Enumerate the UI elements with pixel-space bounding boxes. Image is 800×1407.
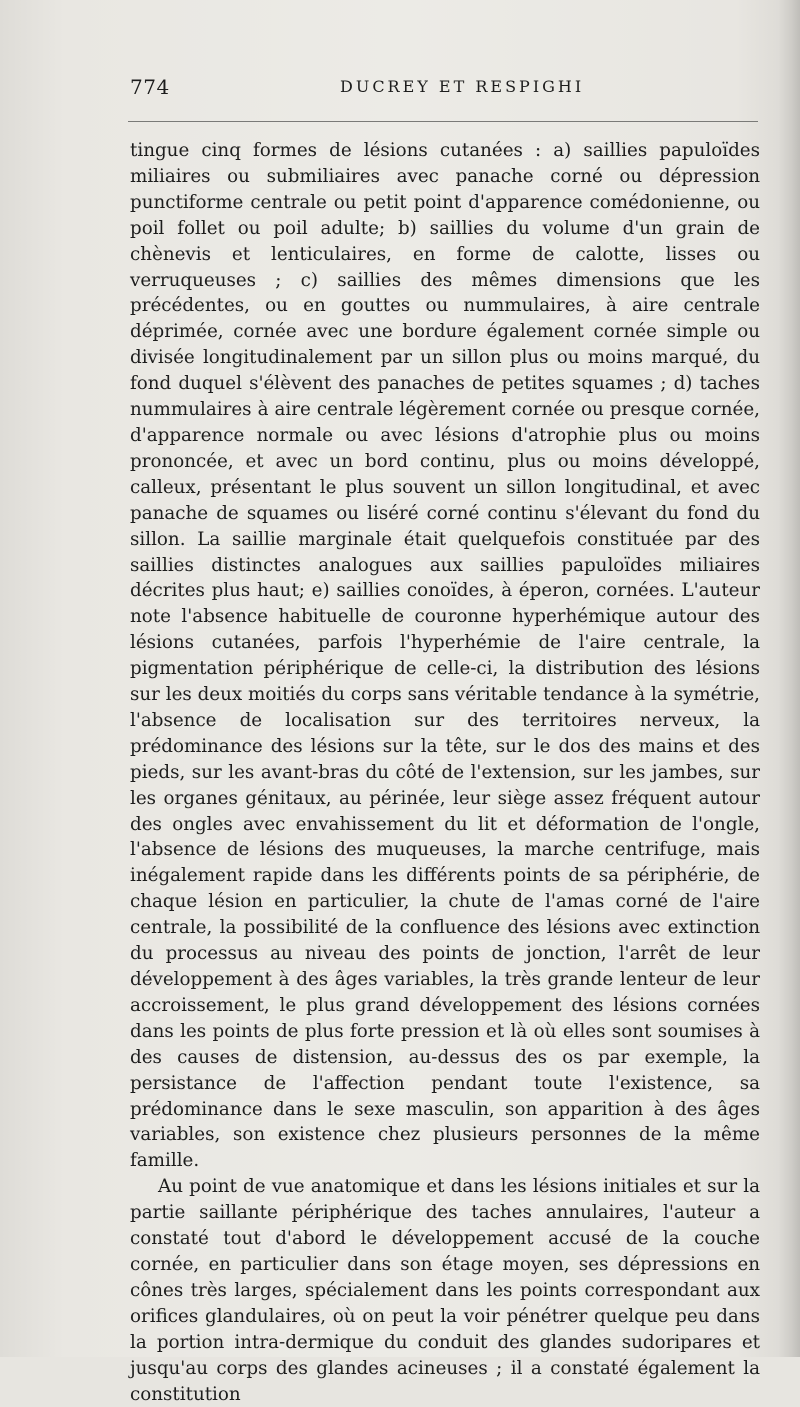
page-header: [130, 75, 758, 105]
body-text: [130, 138, 760, 1407]
paragraph-anatomy: Au point de vue anatomique et dans les lésions initiales et sur la partie saillante périphérique des taches annulaires, l'auteur a constaté tout d'abord le développement accusé de la couche cornée, en particulier dans son étage moyen, ses dépressions en cônes très larges, spécialement dans les points correspondant aux orifices glandulaires, où on peut la voir pénétrer quelque peu dans la portion intra-dermique du conduit des glandes sudoripares et jusqu'au corps des glandes acineuses ; il a constaté également la constitution: [130, 1176, 760, 1405]
header-rule: [128, 121, 758, 122]
running-head: DUCREY ET RESPIGHI: [340, 77, 585, 96]
paragraph-continued: tingue cinq formes de lésions cutanées : a) saillies papuloïdes miliaires ou submiliaires avec panache corné ou dépression punctiforme centrale ou petit point d'apparence comédonienne, ou poil follet ou poil adulte; b) saillies du volume d'un grain de chènevis et lenticulaires, en forme de calotte, lisses ou verruqueuses ; c) saillies des mêmes dimensions que les précédentes, ou en gouttes ou nummulaires, à aire centrale déprimée, cornée avec une bordure également cornée simple ou divisée longitudinalement par un sillon plus ou moins marqué, du fond duquel s'élèvent des panaches de petites squames ; d) taches nummulaires à aire centrale légèrement cornée ou presque cornée, d'apparence normale ou avec lésions d'atrophie plus ou moins prononcée, et avec un bord continu, plus ou moins développé, calleux, présentant le plus souvent un sillon longitudinal, et avec panache de squames ou liséré corné continu s'élevant du fond du sillon. La saillie marginale était quelquefois constituée par des saillies distinctes analogues aux saillies papuloïdes miliaires décrites plus haut; e) saillies conoïdes, à éperon, cornées. L'auteur note l'absence habituelle de couronne hyperhémique autour des lésions cutanées, parfois l'hyperhémie de l'aire centrale, la pigmentation périphérique de celle-ci, la distribution des lésions sur les deux moitiés du corps sans véritable tendance à la symétrie, l'absence de localisation sur des territoires nerveux, la prédominance des lésions sur la tête, sur le dos des mains et des pieds, sur les avant-bras du côté de l'extension, sur les jambes, sur les organes génitaux, au périnée, leur siège assez fréquent autour des ongles avec envahissement du lit et déformation de l'ongle, l'absence de lésions des muqueuses, la marche centrifuge, mais inégalement rapide dans les différents points de sa périphérie, de chaque lésion en particulier, la chute de l'amas corné de l'aire centrale, la possibilité de la confluence des lésions avec extinction du processus au niveau des points de jonction, l'arrêt de leur développement à des âges variables, la très grande lenteur de leur accroissement, le plus grand développement des lésions cornées dans les points de plus forte pression et là où elles sont soumises à des causes de distension, au-dessus des os par exemple, la persistance de l'affection pendant toute l'existence, sa prédominance dans le sexe masculin, son apparition à des âges variables, son existence chez plusieurs personnes de la même famille.: [130, 140, 760, 1172]
page-number: 774: [130, 75, 170, 99]
page-edge-shadow: [778, 0, 800, 1357]
